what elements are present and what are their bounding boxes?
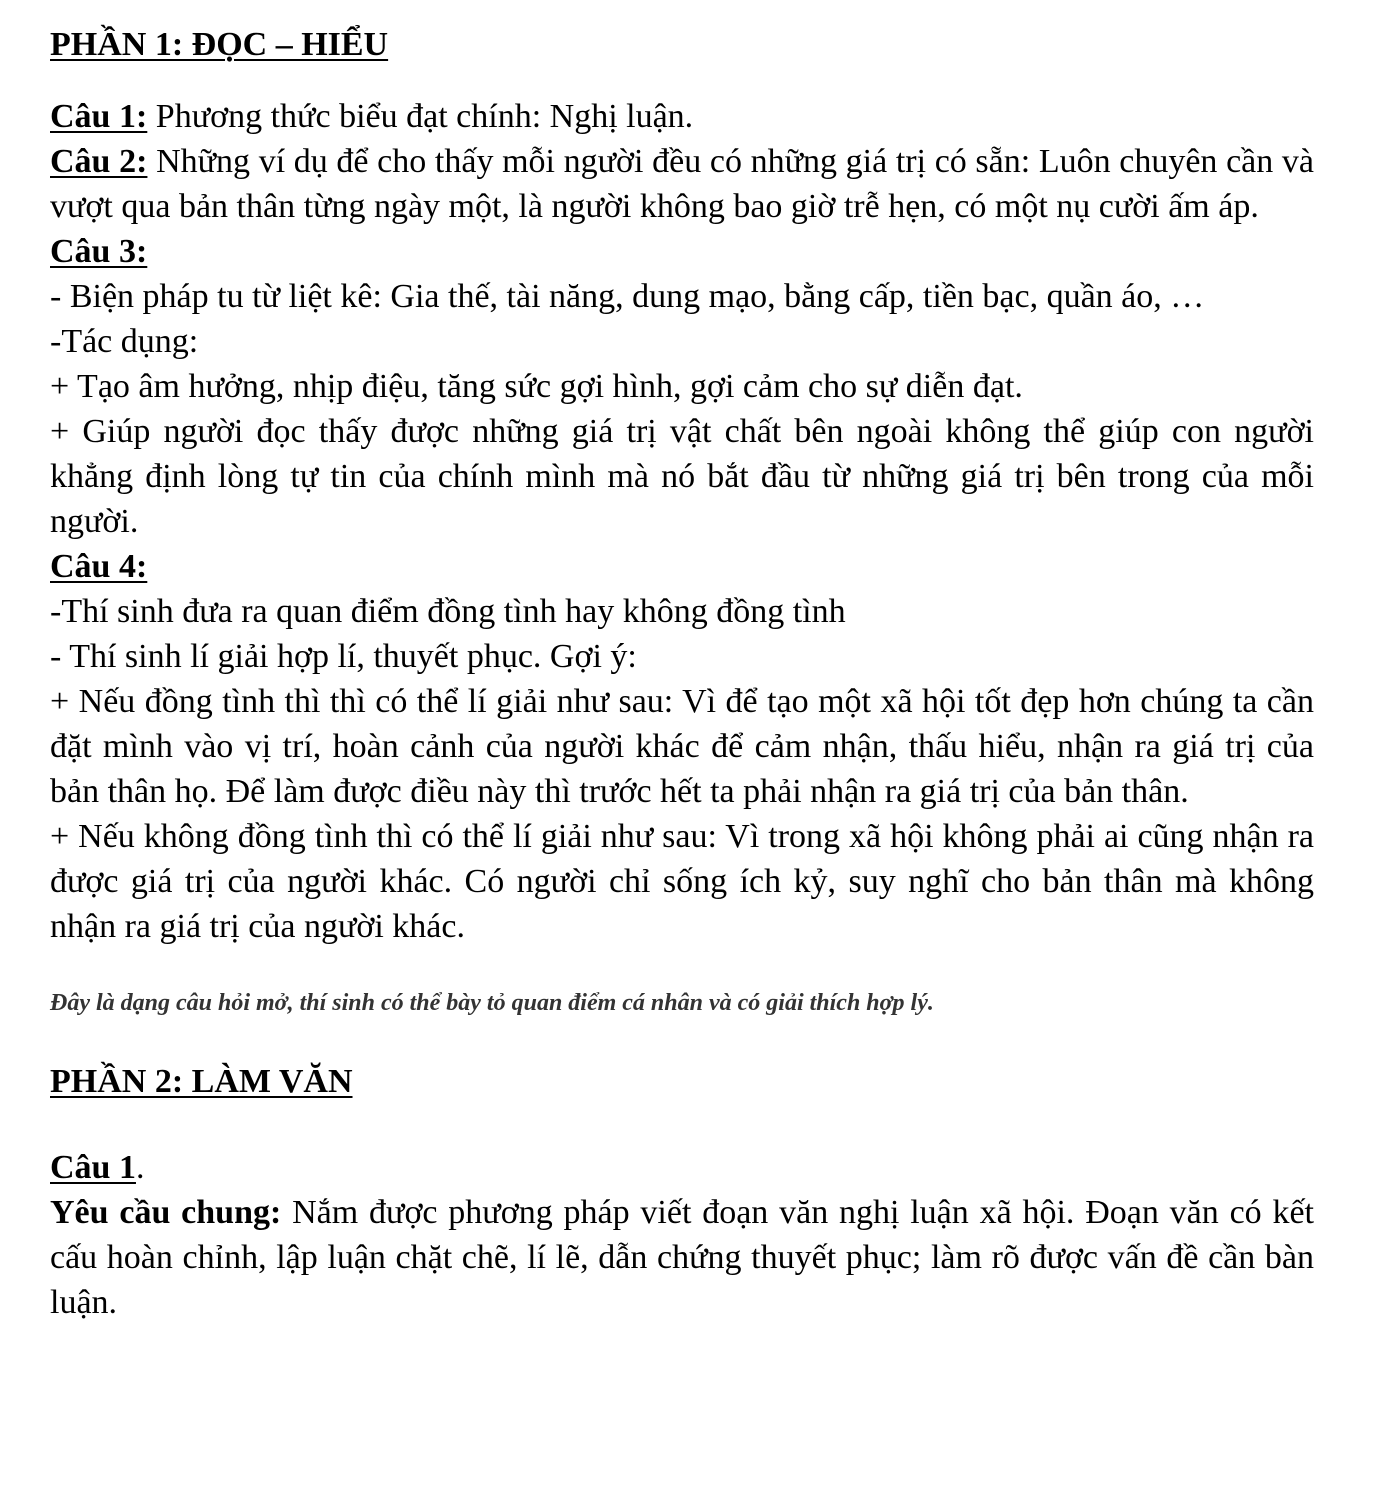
part2-q1 [50, 1145, 1314, 1190]
q3-line: - Biện pháp tu từ liệt kê: Gia thế, tài năng, dung mạo, bằng cấp, tiền bạc, quần áo, … [50, 278, 1205, 315]
part1-q3-label-line [50, 229, 1314, 274]
q4-line: + Nếu không đồng tình thì có thể lí giải như sau: Vì trong xã hội không phải ai cũng nhận ra được giá trị của người khác. Có người chỉ sống ích kỷ, suy nghĩ cho bản thân mà không nhận ra giá trị của người khác. [50, 818, 1314, 945]
part2-title: PHẦN 2: LÀM VĂN [50, 1063, 353, 1100]
requirement-label: Yêu cầu chung: [50, 1194, 282, 1231]
q2-text: Những ví dụ để cho thấy mỗi người đều có những giá trị có sẵn: Luôn chuyên cần và vượt qua bản thân từng ngày một, là người không bao giờ trễ hẹn, có một nụ cười ấm áp. [50, 143, 1314, 225]
q4-label: Câu 4: [50, 548, 148, 585]
open-question-note: Đây là dạng câu hỏi mở, thí sinh có thể bày tỏ quan điểm cá nhân và có giải thích hợp lý. [50, 990, 934, 1016]
q3-label: Câu 3: [50, 233, 148, 270]
part1-title: PHẦN 1: ĐỌC – HIỂU [50, 26, 389, 63]
part1-q4-label-line [50, 544, 1314, 589]
part2-q1-label: Câu 1 [50, 1149, 136, 1186]
q4-line: + Nếu đồng tình thì thì có thể lí giải như sau: Vì để tạo một xã hội tốt đẹp hơn chúng ta cần đặt mình vào vị trí, hoàn cảnh của người khác để cảm nhận, thấu hiểu, nhận ra giá trị của bản thân họ. Để làm được điều này thì trước hết ta phải nhận ra giá trị của bản thân. [50, 683, 1314, 810]
q1-text: Phương thức biểu đạt chính: Nghị luận. [147, 98, 694, 135]
q3-line: + Giúp người đọc thấy được những giá trị vật chất bên ngoài không thể giúp con người khẳng định lòng tự tin của chính mình mà nó bắt đầu từ những giá trị bên trong của mỗi người. [50, 413, 1314, 540]
part1-q1 [50, 94, 1314, 139]
q1-label: Câu 1: [50, 98, 148, 135]
q3-line: + Tạo âm hưởng, nhịp điệu, tăng sức gợi hình, gợi cảm cho sự diễn đạt. [50, 368, 1023, 405]
q3-line: -Tác dụng: [50, 323, 199, 360]
part1-q2 [50, 139, 1314, 229]
q4-line: - Thí sinh lí giải hợp lí, thuyết phục. Gợi ý: [50, 638, 637, 675]
q4-line: -Thí sinh đưa ra quan điểm đồng tình hay không đồng tình [50, 593, 846, 630]
part2-q1-suffix: . [135, 1149, 145, 1186]
requirement-text: Nắm được phương pháp viết đoạn văn nghị luận xã hội. Đoạn văn có kết cấu hoàn chỉnh, lập luận chặt chẽ, lí lẽ, dẫn chứng thuyết phục; làm rõ được vấn đề cần bàn luận. [50, 1194, 1314, 1321]
q2-label: Câu 2: [50, 143, 148, 180]
part2-requirement [50, 1190, 1314, 1325]
